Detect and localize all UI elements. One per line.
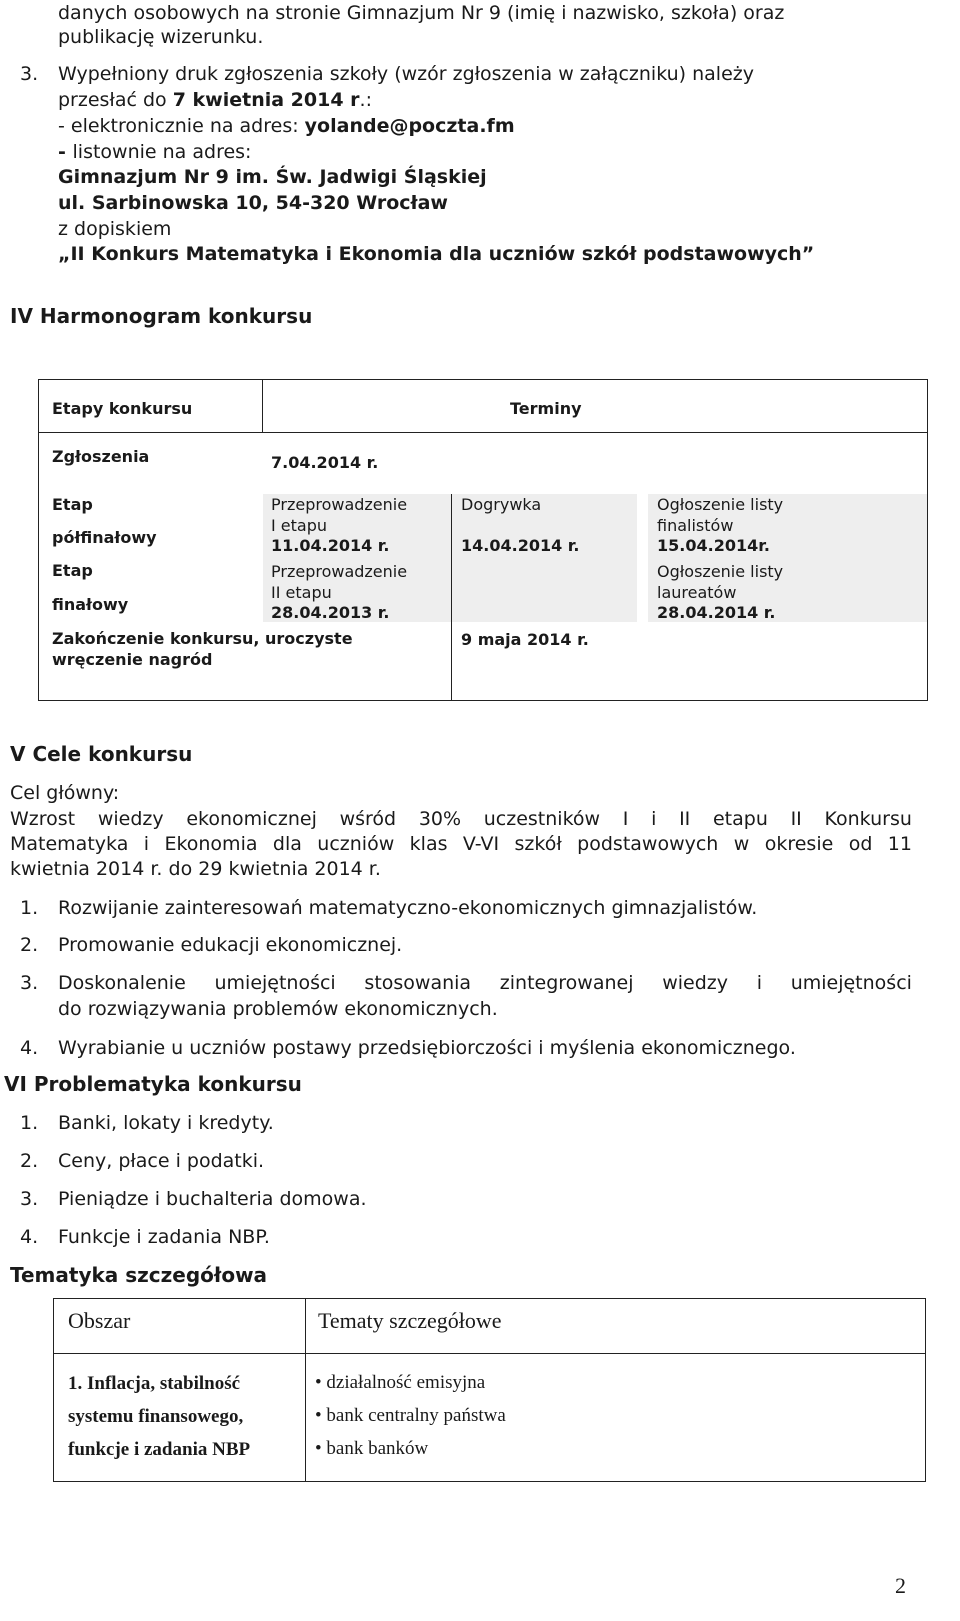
goal-4-number: 4. — [20, 1037, 39, 1059]
school-name: Gimnazjum Nr 9 im. Św. Jadwigi Śląskiej — [58, 166, 487, 188]
semi-conduct: Przeprowadzenie — [271, 495, 408, 514]
semi-label: Etap — [52, 495, 93, 514]
main-goal-line-2: Matematyka i Ekonomia dla uczniów klas V-VI szkół podstawowych w okresie od 11 — [10, 833, 912, 855]
semi-conduct-date: 11.04.2014 r. — [271, 536, 390, 555]
goal-3-text: Doskonalenie umiejętności stosowania zintegrowanej wiedzy i umiejętności — [58, 972, 912, 994]
goal-1-text: Rozwijanie zainteresowań matematyczno-ekonomicznych gimnazjalistów. — [58, 897, 758, 919]
goal-2-text: Promowanie edukacji ekonomicznej. — [58, 934, 403, 956]
goal-3-text-2: do rozwiązywania problemów ekonomicznych. — [58, 998, 498, 1020]
goal-3-number: 3. — [20, 972, 39, 994]
section-6-heading: VI Problematyka konkursu — [4, 1072, 302, 1096]
topic-1-number: 1. — [20, 1112, 39, 1134]
page-number: 2 — [895, 1573, 906, 1598]
item-3-number: 3. — [20, 63, 39, 85]
registration-date: 7.04.2014 r. — [271, 453, 379, 472]
school-street: ul. Sarbinowska 10, 54-320 Wrocław — [58, 192, 448, 214]
main-goal-line-3: kwietnia 2014 r. do 29 kwietnia 2014 r. — [10, 858, 381, 880]
detail-topic: • bank centralny państwa — [315, 1405, 506, 1426]
main-goal-label: Cel główny: — [10, 782, 120, 804]
section-5-heading: V Cele konkursu — [10, 742, 193, 766]
section-4-heading: IV Harmonogram konkursu — [10, 304, 313, 328]
detail-heading: Tematyka szczegółowa — [10, 1263, 268, 1287]
topic-4-text: Funkcje i zadania NBP. — [58, 1226, 270, 1248]
topic-2-text: Ceny, płace i podatki. — [58, 1150, 265, 1172]
goal-4-text: Wyrabianie u uczniów postawy przedsiębiorczości i myślenia ekonomicznego. — [58, 1037, 796, 1059]
end-date: 9 maja 2014 r. — [461, 630, 589, 649]
post-line: - listownie na adres: — [58, 141, 252, 163]
topic-4-number: 4. — [20, 1226, 39, 1248]
header-stages: Etapy konkursu — [52, 399, 193, 418]
semi-extra-date: 14.04.2014 r. — [461, 536, 580, 555]
semi-announce-2: finalistów — [657, 516, 734, 535]
final-announce-date: 28.04.2014 r. — [657, 603, 776, 622]
email-address: yolande@poczta.fm — [304, 115, 515, 137]
topic-3-text: Pieniądze i buchalteria domowa. — [58, 1188, 367, 1210]
intro-line-1: danych osobowych na stronie Gimnazjum Nr 9 (imię i nazwisko, szkoła) oraz — [58, 2, 785, 24]
main-goal-line-1: Wzrost wiedzy ekonomicznej wśród 30% uczestników I i II etapu II Konkursu — [10, 808, 912, 830]
detail-topic: • bank banków — [315, 1438, 429, 1459]
goal-2-number: 2. — [20, 934, 39, 956]
item-3-line-1: Wypełniony druk zgłoszenia szkoły (wzór zgłoszenia w załączniku) należy — [58, 63, 754, 85]
email-line: - elektronicznie na adres: yolande@poczta.fm — [58, 115, 515, 137]
semi-extra-label: Dogrywka — [461, 495, 542, 514]
col-topics-header: Tematy szczegółowe — [318, 1308, 502, 1333]
topic-3-number: 3. — [20, 1188, 39, 1210]
note-line: z dopiskiem — [58, 218, 172, 240]
semi-conduct-2: I etapu — [271, 516, 328, 535]
area-line-1: 1. Inflacja, stabilność — [68, 1373, 241, 1394]
area-line-3: funkcje i zadania NBP — [68, 1439, 251, 1460]
item-3-line-2: przesłać do 7 kwietnia 2014 r.: — [58, 89, 372, 111]
topic-2-number: 2. — [20, 1150, 39, 1172]
registration-label: Zgłoszenia — [52, 447, 150, 466]
area-line-2: systemu finansowego, — [68, 1406, 244, 1427]
semi-announce-date: 15.04.2014r. — [657, 536, 770, 555]
end-label-2: wręczenie nagród — [52, 650, 213, 669]
detail-topic: • działalność emisyjna — [315, 1372, 486, 1393]
semi-announce: Ogłoszenie listy — [657, 495, 784, 514]
final-announce: Ogłoszenie listy — [657, 562, 784, 581]
semi-label-2: półfinałowy — [52, 528, 157, 547]
final-conduct-2: II etapu — [271, 583, 332, 602]
topic-1-text: Banki, lokaty i kredyty. — [58, 1112, 274, 1134]
end-label: Zakończenie konkursu, uroczyste — [52, 629, 353, 648]
final-label-2: finałowy — [52, 595, 129, 614]
goal-1-number: 1. — [20, 897, 39, 919]
contest-title: „II Konkurs Matematyka i Ekonomia dla uczniów szkół podstawowych” — [58, 243, 815, 265]
header-terms: Terminy — [510, 399, 582, 418]
final-conduct-date: 28.04.2013 r. — [271, 603, 390, 622]
final-conduct: Przeprowadzenie — [271, 562, 408, 581]
intro-line-2: publikację wizerunku. — [58, 26, 264, 48]
final-label: Etap — [52, 561, 93, 580]
final-announce-2: laureatów — [657, 583, 737, 602]
col-area-header: Obszar — [68, 1308, 131, 1333]
